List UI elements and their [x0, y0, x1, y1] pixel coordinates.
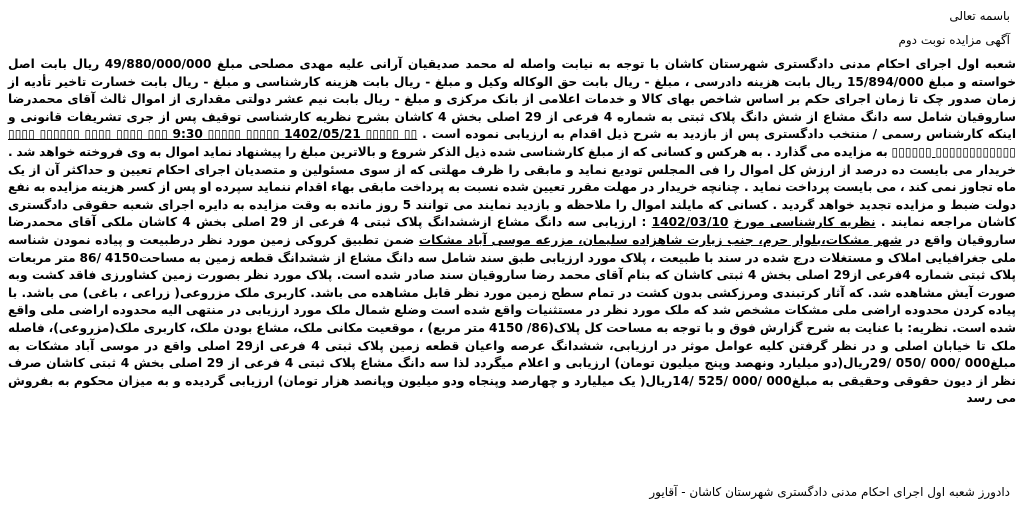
notice-body	[8, 56, 1016, 408]
bailiff-signature-line: دادورز شعبه اول اجرای احکام مدنی دادگستری شهرستان کاشان - آقایور	[649, 485, 1010, 499]
auction-date-line: ▯▯ ▯▯▯▯▯ 1402/05/21 ▯▯▯▯▯ ▯▯▯▯▯ 9:30 ▯▯▯ ▯▯▯▯ ▯▯▯▯ ▯▯▯▯▯▯ ▯▯▯▯ ▯▯▯▯▯▯▯▯▯▯▯▯ ▯▯▯▯▯▯	[8, 127, 1016, 159]
body-valuation-details: ضمن تطبیق کروکی زمین مورد نظر درطبیعت و پیاده نمودن شناسه ملی جغرافیایی املاک و مستغلات درج شده در سند با طبیعت ، پلاک مورد ارزیابی طبق سند شامل سه دانگ مشاع از ششدانگ قطعه زمین به مساحت4150 /86 متر مربعات پلاک ثبتی شماره 4فرعی از29 اصلی بخش 4 ثبتی کاشان که بنام آقای محمد رضا ساروقیان سند صادر شده است. پلاک مورد نظر بصورت زمین کشاورزی فاقد کشت وبه صورت آیش مشاهده شد. که آثار کرتبندی ومرزکشی بدون کشت در تمام سطح زمین مورد نظر قابل مشاهده می باشد. کاربری ملک مزروعی( زراعی ، باغی) می باشد. با پیاده کردن محدوده اراضی ملی مشکات مشخص شد که ملک مورد نظر در مستثنیات واقع شده است وضلع شمال ملک مورد ارزیابی در منتهی الیه محدوده اراضی ملی واقع شده است. نظریه: با عنایت به شرح گزارش فوق و با توجه به مساحت کل پلاک(86/ 4150 متر مربع) ، موقعیت مکانی ملک، مشاع بودن ملک، کاربری ملک(مزروعی)، فاصله ملک تا خیابان اصلی و در نظر گرفتن کلیه عوامل موثر در ارزیابی، ششدانگ عرصه واعیان قطعه زمین پلاک ثبتی 4 فرعی از29 اصلی واقع در موسی آباد مشکات به مبلغ000 /000 /050 /29ریال(دو میلیارد ونهصد وپنج میلیون تومان) ارزیابی و اعلام میگردد لذا سه دانگ مشاع پلاک ثبتی 4 فرعی از 29 اصلی بخش 4 ثبتی کاشان صرف نظر از دیون حقوقی وحقیقی به مبلغ000 /000 /525 /14ریال( یک میلیارد و چهارصد وپنجاه ودو میلیون وپانصد هزار تومان) ارزیابی گردیده و به میزان محکوم به بفروش می رسد	[8, 232, 1017, 406]
court-costs-amount: 15/894/000	[846, 74, 924, 89]
property-location: شهر مشکات،بلوار حرم، جنب زیارت شاهزاده سلیمان، مزرعه موسی آباد مشکات	[418, 232, 902, 247]
basmala-heading: باسمه تعالی	[949, 9, 1010, 23]
body-valuation-intro: : ارزیابی سه دانگ مشاع ازششدانگ پلاک ثبتی 4 فرعی از 29 اصلی بخش 4 کاشان ملکی آقای محمدرضا ساروقیان واقع در	[8, 215, 1016, 247]
body-auction-terms: به مزایده می گذارد . به هرکس و کسانی که از مبلغ کارشناسی شده ذیل الذکر شروع و بالاترین مبلغ را پیشنهاد نماید اموال به وی فروخته خواهد شد . خریدار می بایست ده درصد از ارزش کل اموال را فی المجلس تودیع نماید و مابقی را ظرف مهلتی که از سوی مسئولین و متصدیان اجرای احکام تعیین و حداکثر آن از یک ماه تجاوز نمی کند ، می بایست پرداخت نماید . چنانچه خریدار در مهلت مقرر تعیین شده نسبت به پرداخت مابقی بهاء اقدام ننماید سپرده او پس از کسر هزینه مزایده به نفع دولت ضبط و مزایده تجدید خواهد گردید . کسانی که مایلند اموال را ملاحظه و بازدید نمایند می توانند 5 روز مانده به وقت مزایده به دایره اجرای شعبه حقوقی دادگستری کاشان مراجعه نمایند .	[8, 144, 1017, 230]
notice-subtitle: آگهی مزایده نوبت دوم	[898, 33, 1010, 47]
expert-opinion-label: نظریه کارشناسی مورخ	[733, 215, 876, 230]
expert-opinion-date: 1402/03/10	[651, 215, 729, 230]
body-intro: شعبه اول اجرای احکام مدنی دادگستری شهرستان کاشان با توجه به نیابت واصله له محمد صدیقیان آرانی علیه مهدی مصلحی مبلغ	[216, 57, 1016, 71]
body-costs-and-property: ریال بابت هزینه دادرسی ، مبلغ - ریال بابت حق الوکاله وکیل و مبلغ - ریال بابت هزینه کارشناسی و مبلغ - ریال بابت خسارت تاخیر تأدیه از زمان صدور چک تا زمان اجرای حکم بر اساس شاخص بهای کالا و خدمات اعلامی از بانک مرکزی و مبلغ - ریال بابت نیم عشر دولتی مقداری از اموال ثالث آقای محمدرضا ساروقیان شامل سه دانگ مشاع از شش دانگ پلاک ثبتی به شماره 4 فرعی از 29 اصلی بخش 4 کاشان بشرح نظریه کارشناسی توقیف پس از جری تشریفات قانونی و اینکه کارشناس رسمی / منتخب دادگستری پس از بازدید به شرح ذیل اقدام به ارزیابی نموده است .	[8, 74, 1017, 142]
principal-amount: 49/880/000/000	[104, 57, 212, 71]
body-principal-label: ریال بابت اصل خواسته و مبلغ	[8, 57, 1017, 89]
